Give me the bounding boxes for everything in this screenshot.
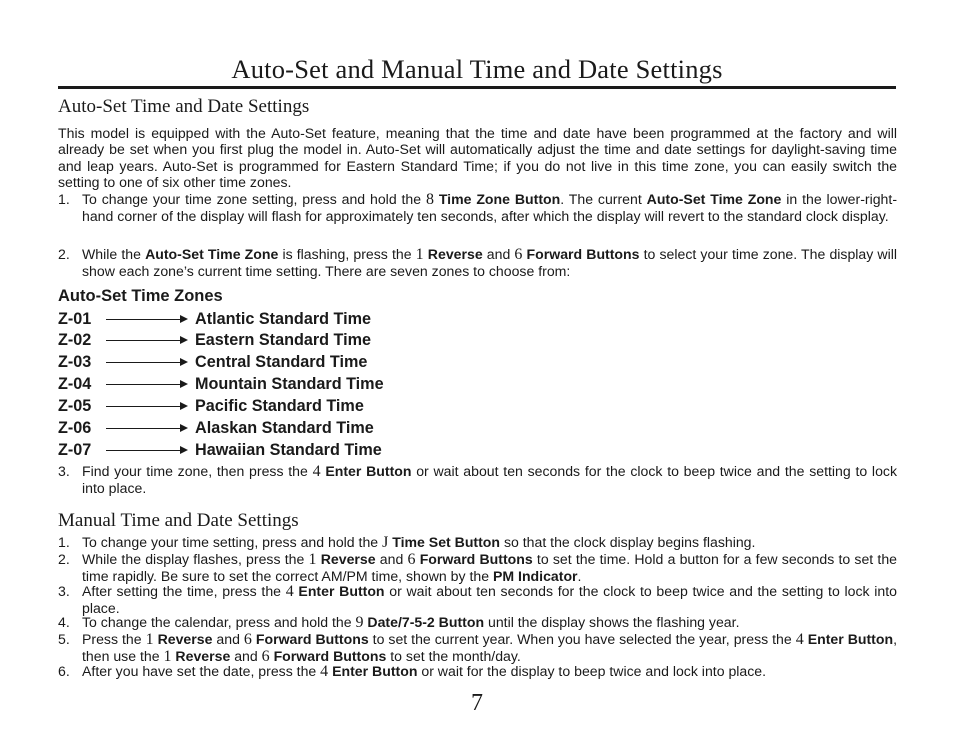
key-4: 4 bbox=[285, 583, 294, 600]
zone-row: Z-01 Atlantic Standard Time bbox=[58, 310, 371, 328]
zone-row: Z-03 Central Standard Time bbox=[58, 353, 368, 371]
zone-row: Z-04 Mountain Standard Time bbox=[58, 375, 384, 393]
arrow-icon bbox=[106, 406, 186, 407]
step-number: 4. bbox=[58, 614, 70, 630]
key-6: 6 bbox=[407, 551, 416, 568]
step-number: 1. bbox=[58, 534, 70, 550]
zone-row: Z-07 Hawaiian Standard Time bbox=[58, 441, 382, 459]
key-9: 9 bbox=[355, 614, 364, 631]
key-6: 6 bbox=[261, 648, 270, 666]
step-number: 2. bbox=[58, 551, 70, 567]
key-8: 8 bbox=[425, 191, 434, 208]
arrow-icon bbox=[106, 362, 186, 363]
step-number: 5. bbox=[58, 631, 70, 647]
arrow-icon bbox=[106, 384, 186, 385]
page-title: Auto-Set and Manual Time and Date Settings bbox=[231, 54, 723, 84]
step-number: 3. bbox=[58, 463, 70, 479]
zone-row: Z-06 Alaskan Standard Time bbox=[58, 419, 374, 437]
autoset-intro: This model is equipped with the Auto-Set feature, meaning that the time and date have been programmed at the factory and will already be set when you first plug the model in. Auto-Set will automatically adjust the time and date settings for daylight-saving time and leap years. Auto-Set is programmed for Eastern Standard Time; if you do not live in this time zone, you can easily switch the setting to one of six other time zones. bbox=[58, 125, 897, 191]
step-number: 3. bbox=[58, 583, 70, 599]
key-6: 6 bbox=[243, 631, 252, 648]
arrow-icon bbox=[106, 450, 186, 451]
key-1: 1 bbox=[308, 551, 317, 568]
zone-row: Z-05 Pacific Standard Time bbox=[58, 397, 364, 415]
title-rule bbox=[58, 86, 896, 89]
step-number: 2. bbox=[58, 246, 70, 262]
arrow-icon bbox=[106, 319, 186, 320]
key-4: 4 bbox=[312, 463, 321, 480]
arrow-icon bbox=[106, 340, 186, 341]
key-1: 1 bbox=[415, 246, 424, 263]
key-j: J bbox=[382, 534, 389, 551]
step-number: 1. bbox=[58, 191, 70, 207]
page-number: 7 bbox=[471, 690, 483, 716]
key-6: 6 bbox=[514, 246, 523, 263]
key-4: 4 bbox=[795, 631, 804, 648]
zones-heading: Auto-Set Time Zones bbox=[58, 287, 223, 305]
step-number: 6. bbox=[58, 663, 70, 679]
key-1: 1 bbox=[163, 648, 172, 666]
manual-heading: Manual Time and Date Settings bbox=[58, 510, 299, 531]
key-1: 1 bbox=[145, 631, 154, 648]
key-4: 4 bbox=[320, 663, 329, 680]
autoset-heading: Auto-Set Time and Date Settings bbox=[58, 96, 310, 117]
zone-row: Z-02 Eastern Standard Time bbox=[58, 331, 372, 349]
arrow-icon bbox=[106, 428, 186, 429]
